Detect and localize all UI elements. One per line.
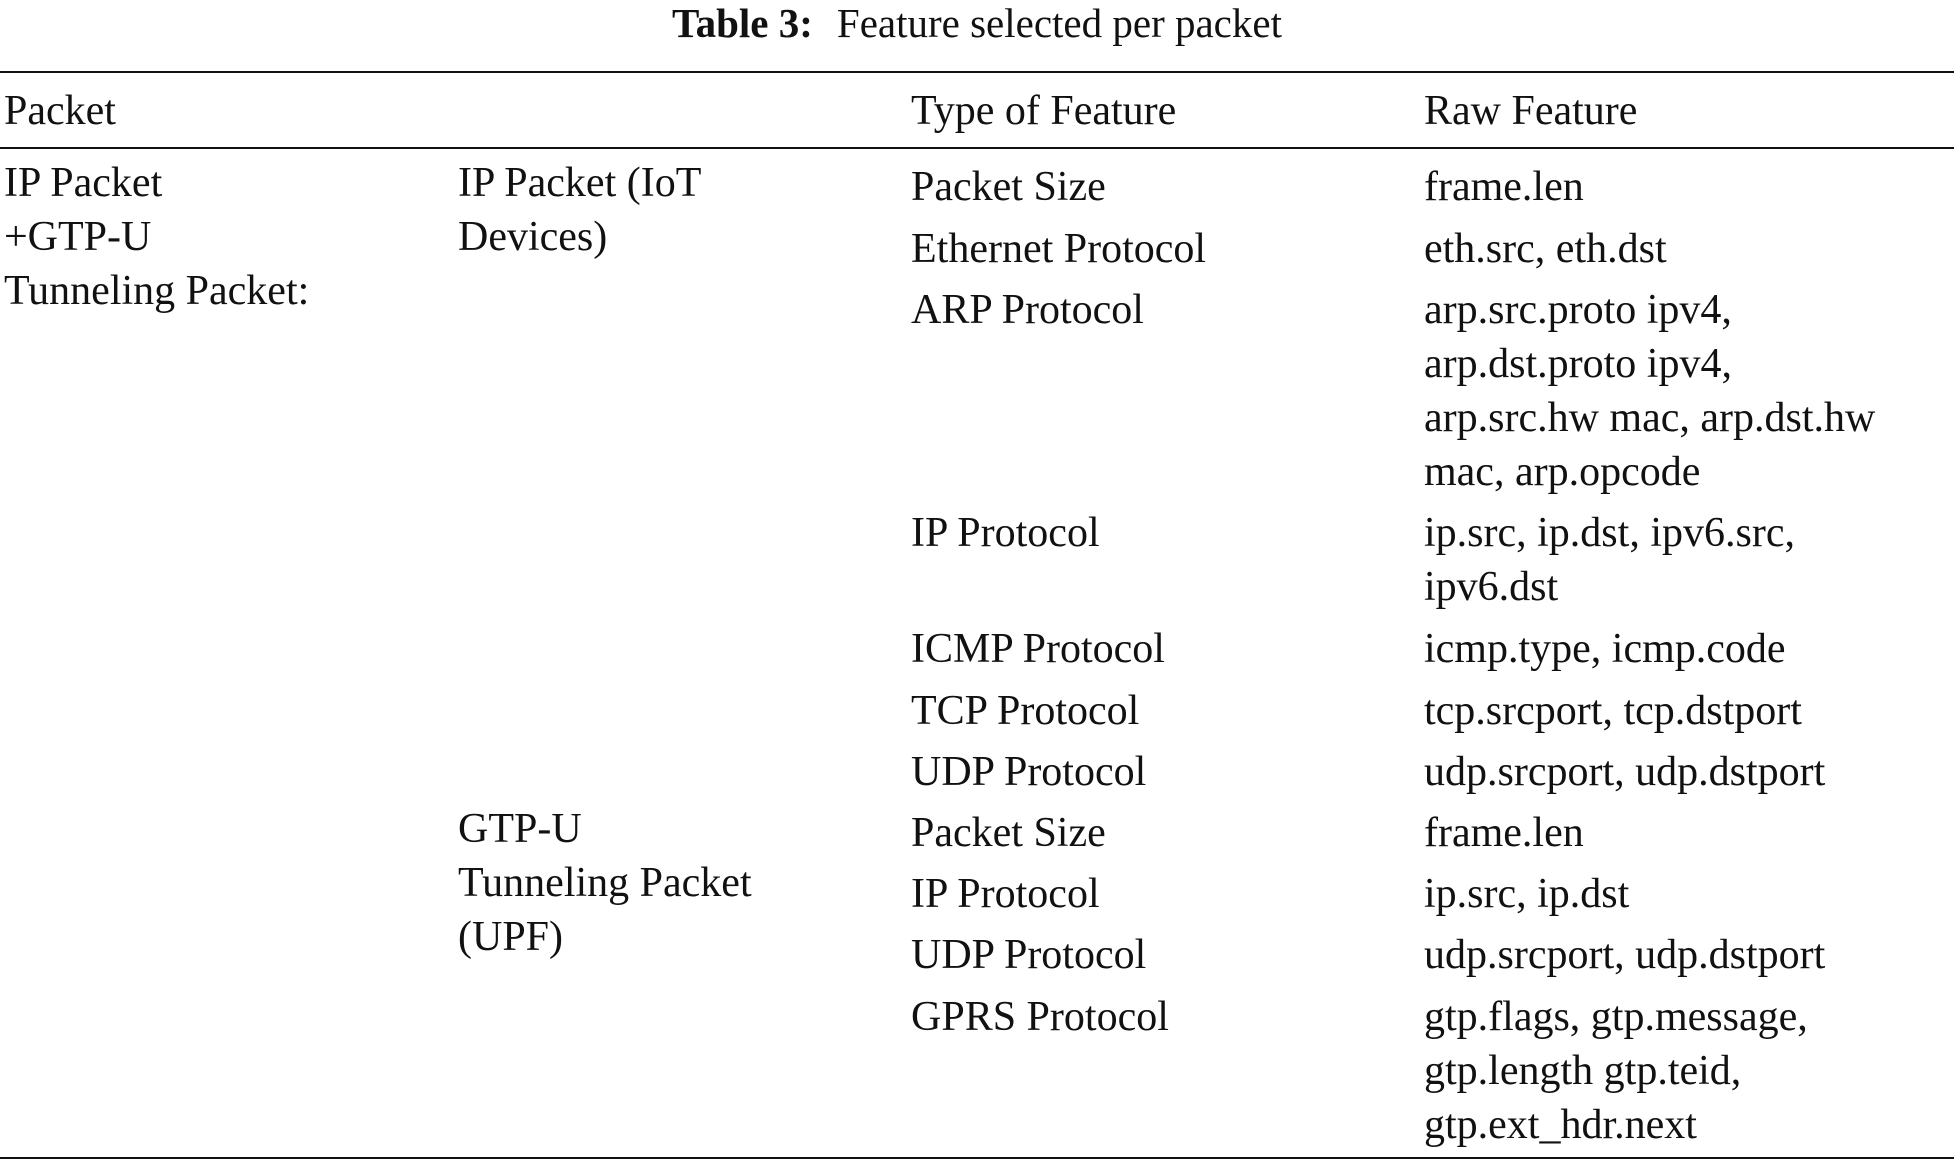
- table-caption-text: Feature selected per packet: [836, 0, 1282, 46]
- raw-line: ipv6.dst: [1424, 564, 1559, 610]
- raw-line: gtp.length gtp.teid,: [1424, 1048, 1742, 1094]
- table-row-raw: [1424, 160, 1954, 214]
- table-row-raw: [1424, 684, 1954, 738]
- raw-line: ip.src, ip.dst: [1424, 871, 1630, 917]
- table-row-type: Packet Size: [911, 810, 1106, 856]
- raw-line: tcp.srcport, tcp.dstport: [1424, 688, 1802, 734]
- raw-line: icmp.type, icmp.code: [1424, 626, 1786, 672]
- table-row-type: UDP Protocol: [911, 932, 1147, 978]
- packet-group-line: Tunneling Packet:: [4, 268, 310, 314]
- table-row-raw: [1424, 506, 1954, 614]
- raw-line: mac, arp.opcode: [1424, 449, 1701, 495]
- raw-line: udp.srcport, udp.dstport: [1424, 932, 1826, 978]
- subgroup-upf-label: [458, 802, 898, 964]
- table-row-type: UDP Protocol: [911, 749, 1147, 795]
- table-row-type: IP Protocol: [911, 510, 1100, 556]
- subgroup-line: (UPF): [458, 914, 564, 960]
- subgroup-line: GTP-U: [458, 806, 582, 852]
- table-row-type: GPRS Protocol: [911, 994, 1169, 1040]
- table-row-type: Ethernet Protocol: [911, 226, 1207, 272]
- raw-line: eth.src, eth.dst: [1424, 226, 1667, 272]
- table-row-type: Packet Size: [911, 164, 1106, 210]
- table-row-type: ICMP Protocol: [911, 626, 1165, 672]
- subgroup-iot-label: [458, 156, 898, 264]
- table-row-raw: [1424, 867, 1954, 921]
- subgroup-line: Tunneling Packet: [458, 860, 752, 906]
- raw-line: ip.src, ip.dst, ipv6.src,: [1424, 510, 1795, 556]
- raw-line: arp.src.proto ipv4,: [1424, 287, 1732, 333]
- raw-line: arp.src.hw mac, arp.dst.hw: [1424, 395, 1876, 441]
- table-row-raw: [1424, 928, 1954, 982]
- raw-line: gtp.flags, gtp.message,: [1424, 994, 1808, 1040]
- header-raw-feature: Raw Feature: [1424, 88, 1638, 134]
- bottom-rule: [0, 1157, 1954, 1159]
- subgroup-line: IP Packet (IoT: [458, 160, 702, 206]
- raw-line: frame.len: [1424, 810, 1584, 856]
- table-row-type: ARP Protocol: [911, 287, 1144, 333]
- table-row-type: TCP Protocol: [911, 688, 1140, 734]
- header-rule: [0, 147, 1954, 149]
- raw-line: frame.len: [1424, 164, 1584, 210]
- table-row-raw: [1424, 745, 1954, 799]
- packet-group-line: IP Packet: [4, 160, 163, 206]
- header-type-of-feature: Type of Feature: [911, 88, 1177, 134]
- packet-group-label: [4, 156, 444, 318]
- table-row-raw: [1424, 622, 1954, 676]
- top-rule: [0, 71, 1954, 73]
- table-caption: [0, 0, 1954, 52]
- raw-line: arp.dst.proto ipv4,: [1424, 341, 1732, 387]
- packet-group-line: +GTP-U: [4, 214, 152, 260]
- table-row-raw: [1424, 222, 1954, 276]
- raw-line: udp.srcport, udp.dstport: [1424, 749, 1826, 795]
- table-row-raw: [1424, 990, 1954, 1152]
- table-row-type: IP Protocol: [911, 871, 1100, 917]
- raw-line: gtp.ext_hdr.next: [1424, 1102, 1697, 1148]
- subgroup-line: Devices): [458, 214, 608, 260]
- header-packet: Packet: [4, 88, 116, 134]
- table-row-raw: [1424, 806, 1954, 860]
- table-row-raw: [1424, 283, 1954, 499]
- table-caption-label: Table 3:: [672, 0, 813, 46]
